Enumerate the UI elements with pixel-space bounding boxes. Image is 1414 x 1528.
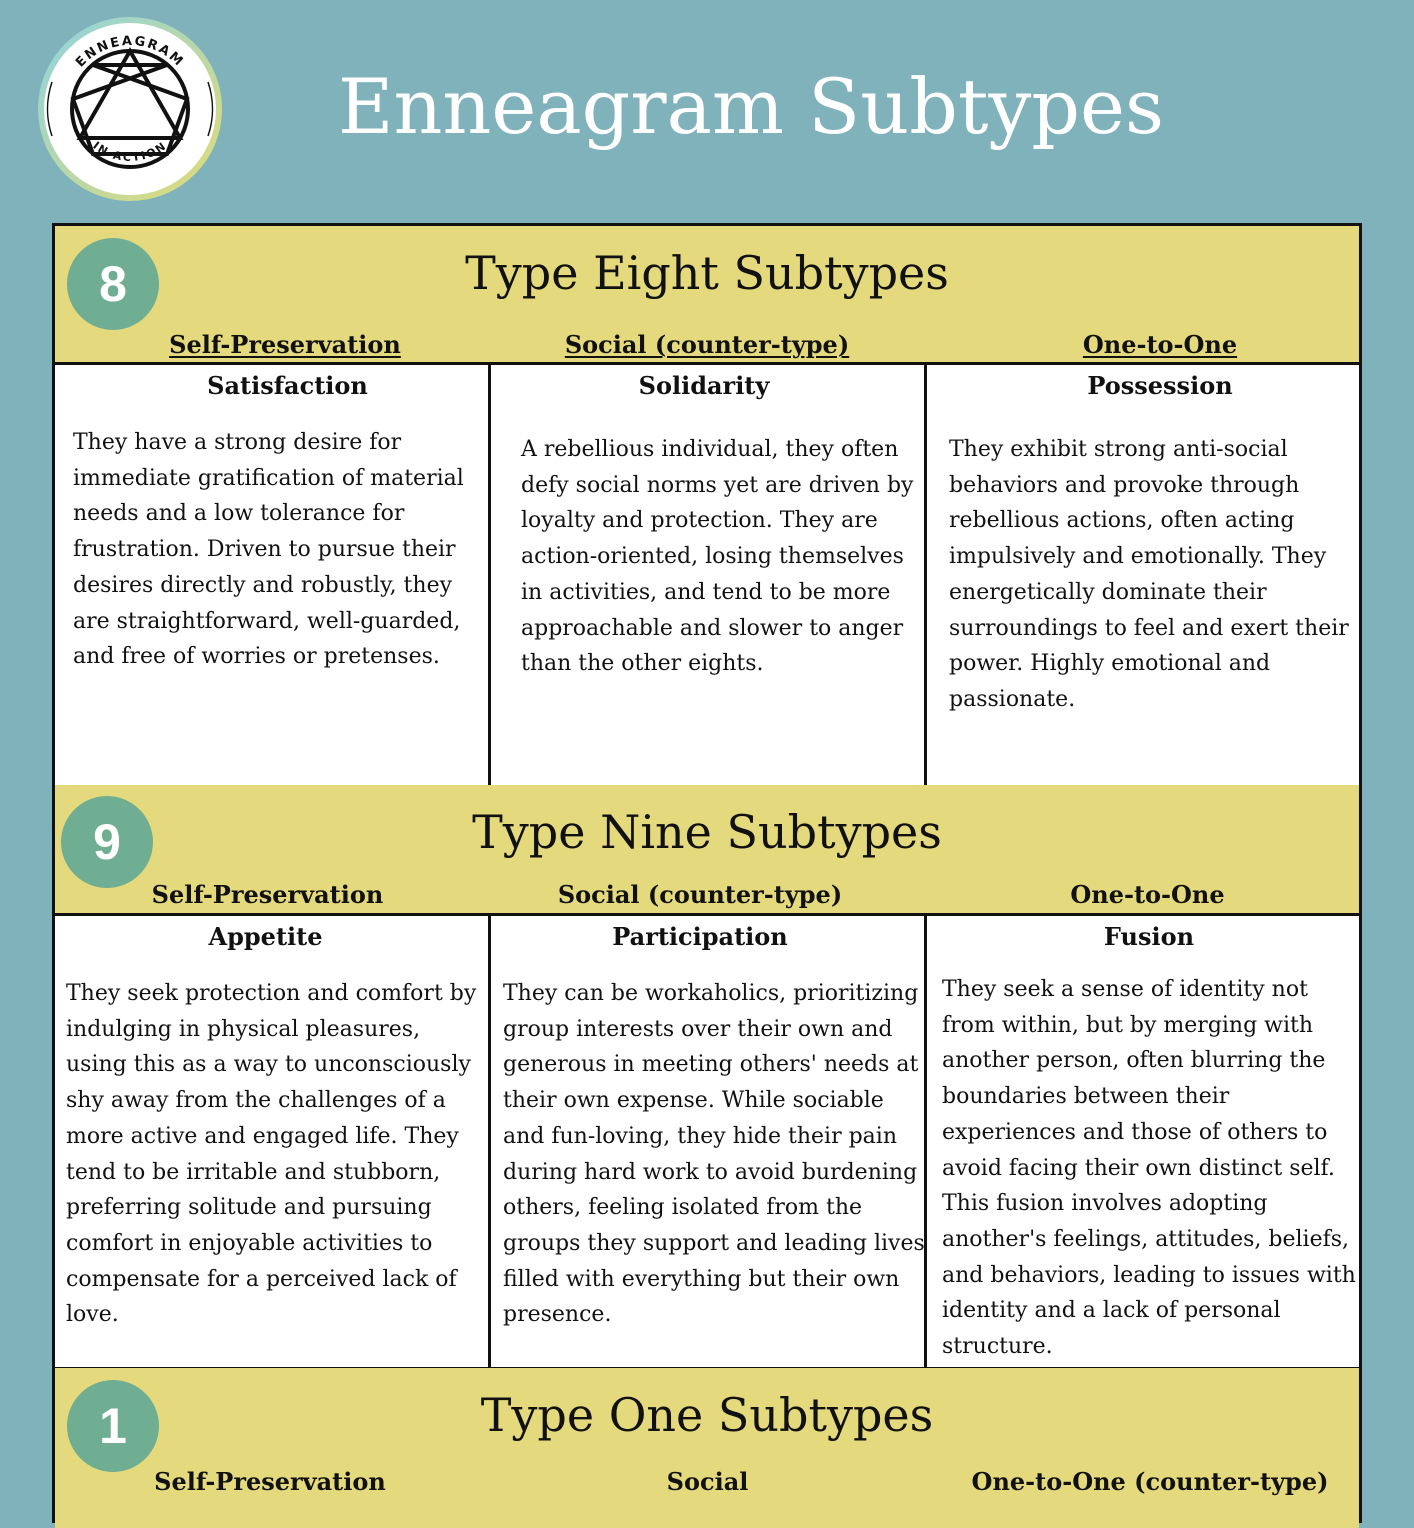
subtype-description: They have a strong desire for immediate gratification of material needs and a low tolerance for frustration. Driven to pursue their desires directly and robustly, they are straightforward, well-guarded, and free of worries or pretenses. xyxy=(73,430,464,670)
column-heading-self-preservation: Self-Preservation xyxy=(154,1467,386,1496)
subtype-cell-satisfaction xyxy=(55,365,490,785)
column-heading-social: Social (counter-type) xyxy=(564,330,850,359)
type-number-badge: 1 xyxy=(67,1380,159,1472)
svg-text:ENNEAGRAM: ENNEAGRAM xyxy=(73,33,187,71)
subtype-description: A rebellious individual, they often defy social norms yet are driven by loyalty and protection. They are action-oriented, losing themselves in activities, and tend to be more approachable and slower to anger than the other eights. xyxy=(521,437,914,677)
svg-text:IN ACTION: IN ACTION xyxy=(90,138,170,164)
type-one-section xyxy=(55,1368,1359,1528)
type-nine-cells xyxy=(55,916,1359,1370)
column-heading-one-to-one: One-to-One (counter-type) xyxy=(971,1467,1329,1496)
subtype-description: They seek a sense of identity not from within, but by merging with another person, often blurring the boundaries between their experiences and those of others to avoid facing their own distinct self. This fusion involves adopting another's feelings, attitudes, beliefs, and behaviors, leading to issues with identity and a lack of personal structure. xyxy=(942,977,1356,1360)
subtype-cell-possession xyxy=(924,365,1359,785)
column-heading-one-to-one: One-to-One xyxy=(1070,880,1225,909)
type-number-badge: 8 xyxy=(67,238,159,330)
column-heading-self-preservation: Self-Preservation xyxy=(169,330,401,359)
type-eight-header xyxy=(55,226,1359,365)
subtype-cell-fusion xyxy=(924,916,1359,1367)
subtype-cell-appetite xyxy=(55,916,490,1367)
type-eight-section xyxy=(55,226,1359,786)
subtype-name: Appetite xyxy=(208,922,323,951)
subtype-name: Possession xyxy=(1087,371,1233,400)
type-title: Type Eight Subtypes xyxy=(465,246,949,300)
type-title: Type One Subtypes xyxy=(480,1388,934,1442)
subtype-cell-participation xyxy=(488,916,925,1367)
column-heading-social: Social xyxy=(666,1467,749,1496)
subtype-cell-solidarity xyxy=(488,365,925,785)
type-nine-header xyxy=(55,785,1359,916)
type-title: Type Nine Subtypes xyxy=(472,805,942,859)
column-heading-social: Social (counter-type) xyxy=(557,880,843,909)
column-heading-self-preservation: Self-Preservation xyxy=(151,880,384,909)
subtype-name: Solidarity xyxy=(638,371,770,400)
enneagram-in-action-logo xyxy=(36,12,224,206)
column-heading-one-to-one: One-to-One xyxy=(1082,330,1238,359)
subtypes-table xyxy=(52,223,1362,1523)
type-number-badge: 9 xyxy=(61,796,153,888)
subtype-name: Participation xyxy=(612,922,788,951)
enneagram-symbol-icon xyxy=(36,12,224,206)
type-eight-cells xyxy=(55,365,1359,788)
subtype-name: Fusion xyxy=(1103,922,1195,951)
subtype-description: They seek protection and comfort by indulging in physical pleasures, using this as a way to unconsciously shy away from the challenges of a more active and engaged life. They tend to be irritable and stubborn, preferring solitude and pursuing comfort in enjoyable activities to compensate for a perceived lack of love. xyxy=(66,981,477,1328)
subtype-description: They exhibit strong anti-social behaviors and provoke through rebellious actions, often acting impulsively and emotionally. They energetically dominate their surroundings to feel and exert their power. Highly emotional and passionate. xyxy=(949,437,1349,712)
subtype-description: They can be workaholics, prioritizing group interests over their own and generous in meeting others' needs at their own expense. While sociable and fun-loving, they hide their pain during hard work to avoid burdening others, feeling isolated from the groups they support and leading lives filled with everything but their own presence. xyxy=(503,981,925,1328)
subtype-name: Satisfaction xyxy=(207,371,368,400)
type-one-header xyxy=(55,1368,1359,1528)
type-nine-section xyxy=(55,785,1359,1370)
page-title: Enneagram Subtypes xyxy=(338,62,1164,151)
